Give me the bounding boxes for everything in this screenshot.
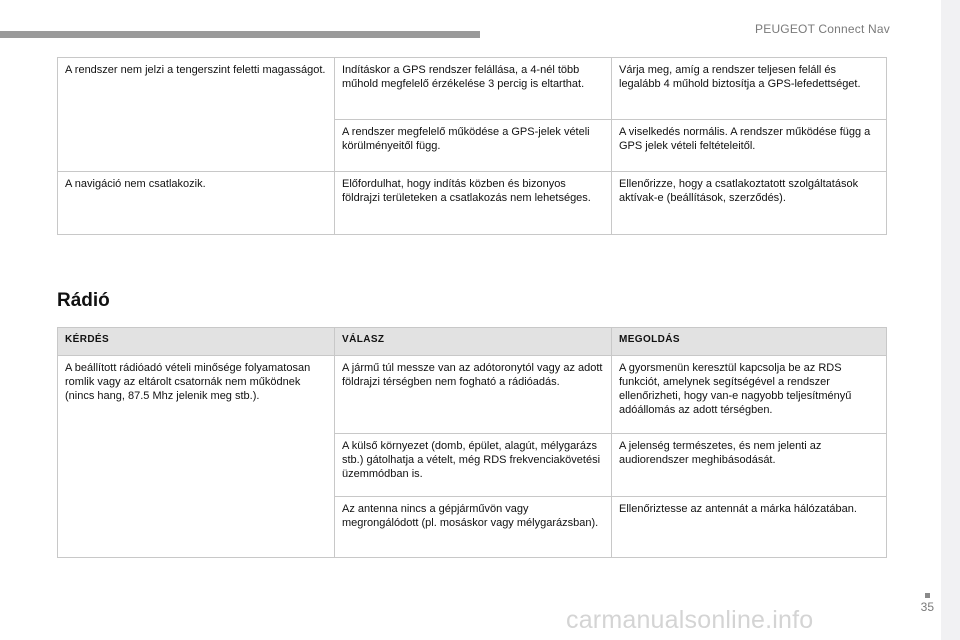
question-cell: A beállított rádióadó vételi minősége folyamatosan romlik vagy az eltárolt csatornák nem működnek (nincs hang, 87.5 Mhz jelenik meg stb.).: [58, 356, 335, 558]
solution-cell: A jelenség természetes, és nem jelenti az audiorendszer meghibásodását.: [612, 434, 887, 497]
header-divider-bar: [0, 31, 480, 38]
solution-cell: Ellenőriztesse az antennát a márka hálózatában.: [612, 497, 887, 558]
column-header-answer: VÁLASZ: [335, 328, 612, 356]
answer-cell: Az antenna nincs a gépjárművön vagy megrongálódott (pl. mosáskor vagy mélygarázsban).: [335, 497, 612, 558]
solution-cell: A gyorsmenün keresztül kapcsolja be az RDS funkciót, amelynek segítségével a rendszer ellenőrizheti, hogy van-e nagyobb teljesítményű adóállomás az adott térségben.: [612, 356, 887, 434]
section-title: Rádió: [57, 290, 110, 311]
table-row: [58, 172, 887, 235]
watermark: carmanualsonline.info: [566, 606, 814, 634]
solution-cell: Várja meg, amíg a rendszer teljesen feláll és legalább 4 műhold biztosítja a GPS-lefedettséget.: [612, 58, 887, 120]
question-cell: A rendszer nem jelzi a tengerszint feletti magasságot.: [58, 58, 335, 172]
answer-cell: Előfordulhat, hogy indítás közben és bizonyos földrajzi területeken a csatlakozás nem lehetséges.: [335, 172, 612, 235]
radio-troubleshooting-table: [57, 327, 887, 558]
answer-cell: A külső környezet (domb, épület, alagút, mélygarázs stb.) gátolhatja a vételt, még RDS frekvenciakövetési üzemmódban is.: [335, 434, 612, 497]
solution-cell: Ellenőrizze, hogy a csatlakoztatott szolgáltatások aktívak-e (beállítások, szerződés).: [612, 172, 887, 235]
table-row: [58, 58, 887, 120]
page-edge-band: [941, 0, 960, 640]
table-row: [58, 356, 887, 434]
column-header-question: KÉRDÉS: [58, 328, 335, 356]
page-number: 35: [920, 600, 934, 614]
solution-cell: A viselkedés normális. A rendszer működése függ a GPS jelek vételi feltételeitől.: [612, 120, 887, 172]
answer-cell: A jármű túl messze van az adótoronytól vagy az adott földrajzi térségben nem fogható a rádióadás.: [335, 356, 612, 434]
column-header-solution: MEGOLDÁS: [612, 328, 887, 356]
page-marker: [925, 593, 930, 598]
answer-cell: A rendszer megfelelő működése a GPS-jelek vételi körülményeitől függ.: [335, 120, 612, 172]
header-title: PEUGEOT Connect Nav: [755, 22, 890, 36]
question-cell: A navigáció nem csatlakozik.: [58, 172, 335, 235]
answer-cell: Indításkor a GPS rendszer felállása, a 4-nél több műhold megfelelő érzékelése 3 percig is eltarthat.: [335, 58, 612, 120]
table-header-row: [58, 328, 887, 356]
gps-troubleshooting-table: [57, 57, 887, 235]
